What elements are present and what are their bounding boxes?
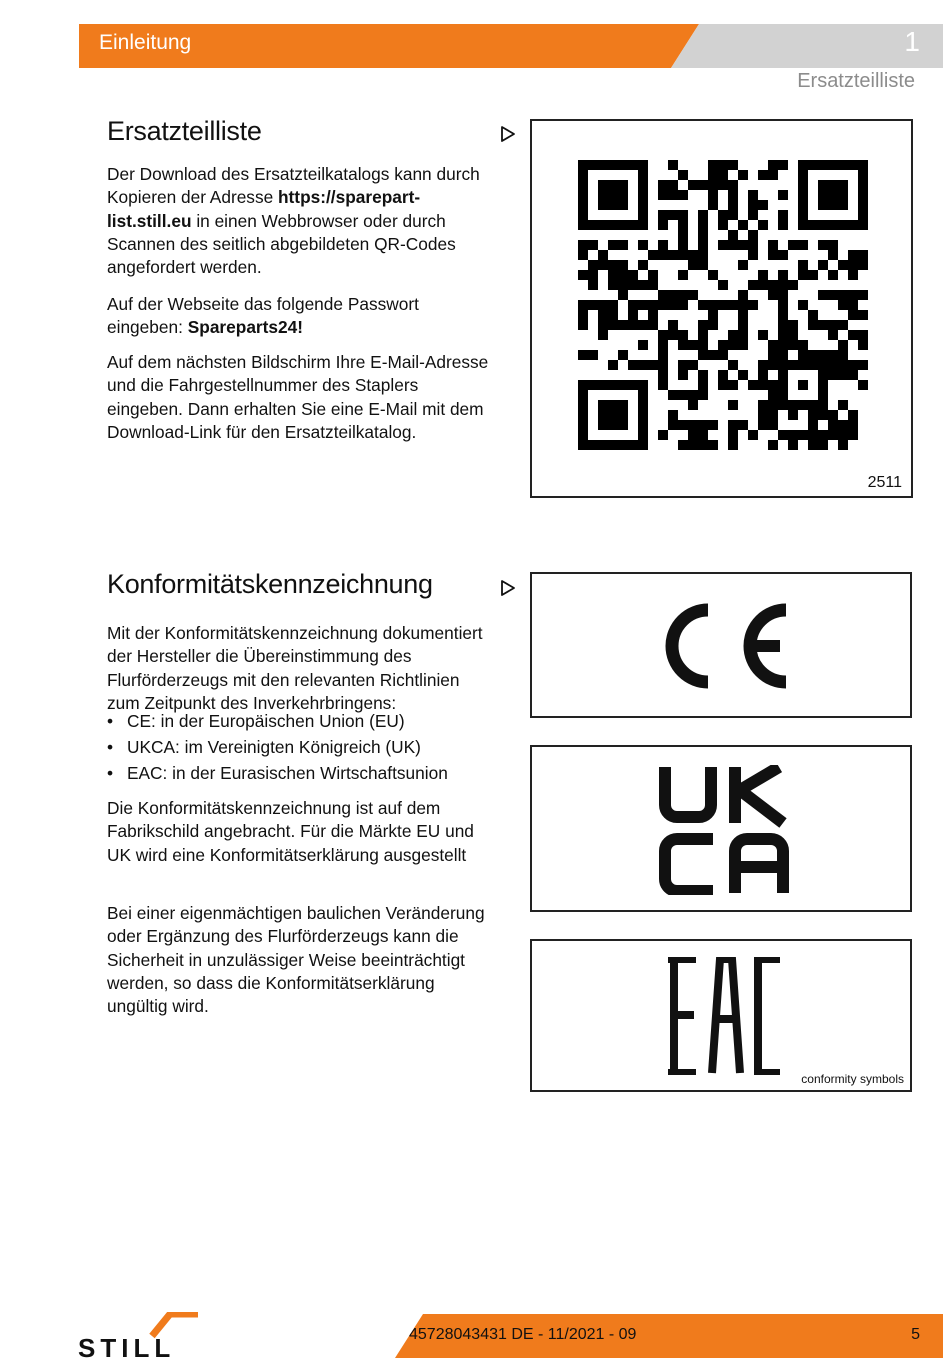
section-heading-ersatzteilliste: Ersatzteilliste — [107, 116, 262, 146]
eac-mark-icon — [666, 957, 784, 1075]
conformity-list — [107, 708, 492, 786]
page-number: 5 — [911, 1326, 920, 1343]
section-title: Ersatzteilliste — [797, 70, 915, 92]
url-text: https://sparepart-list.still.eu — [107, 187, 421, 231]
ukca-mark-box — [530, 745, 912, 912]
password-text: Spareparts24! — [187, 317, 303, 338]
section-heading-konformitaet: Konformitätskennzeichnung — [107, 569, 433, 599]
figure-caption: conformity symbols — [801, 1072, 904, 1086]
eac-mark-box — [530, 939, 912, 1092]
paragraph-email: Auf dem nächsten Bildschirm Ihre E-Mail-Adresse und die Fahrgestellnummer des Staplers eingeben. Dann erhalten Sie eine E-Mail mit dem Download-Link für den Ersatzteilkatalog. — [107, 352, 489, 442]
chapter-number: 1 — [904, 26, 920, 57]
ukca-mark-icon — [659, 765, 789, 895]
ce-mark-icon — [650, 594, 796, 698]
still-logo-text: STILL — [78, 1333, 176, 1360]
chapter-title: Einleitung — [99, 31, 192, 54]
paragraph-fabrikschild: Die Konformitätskennzeichnung ist auf dem Fabrikschild angebracht. Für die Märkte EU und UK wird eine Konformitätserklärung ausgestellt — [107, 798, 474, 865]
paragraph-safety: Bei einer eigenmächtigen baulichen Veränderung oder Ergänzung des Flurförderzeugs kann die Sicherheit in unzulässiger Weise beeinträchtigt werden, so dass die Konformitätserklärung ungültig wird. — [107, 903, 485, 1017]
paragraph-password: Auf der Webseite das folgende Passwort eingeben: Spareparts24! — [107, 294, 419, 338]
still-logo — [78, 1312, 238, 1360]
paragraph-conformity: Mit der Konformitätskennzeichnung dokumentiert der Hersteller die Übereinstimmung des Flurförderzeugs mit den relevanten Richtlinien zum Zeitpunkt des Inverkehrbringens: — [107, 623, 483, 713]
document-code: 45728043431 DE - 11/2021 - 09 — [409, 1326, 637, 1343]
qr-code-image — [578, 159, 868, 451]
ce-mark-box — [530, 572, 912, 718]
play-arrow-icon — [500, 580, 516, 596]
list-item: • EAC: in der Eurasischen Wirtschaftsunion — [107, 760, 492, 786]
list-item: • CE: in der Europäischen Union (EU) — [107, 708, 492, 734]
qr-figure — [530, 119, 913, 498]
figure-number: 2511 — [867, 474, 902, 491]
list-item: • UKCA: im Vereinigten Königreich (UK) — [107, 734, 492, 760]
paragraph-download: Der Download des Ersatzteilkatalogs kann durch Kopieren der Adresse https://sparepart-list.still.eu in einen Webbrowser oder durch Scannen des seitlich abgebildeten QR-Codes angefordert werden. — [107, 164, 480, 278]
play-arrow-icon — [500, 126, 516, 142]
header-number-bar — [671, 24, 943, 68]
